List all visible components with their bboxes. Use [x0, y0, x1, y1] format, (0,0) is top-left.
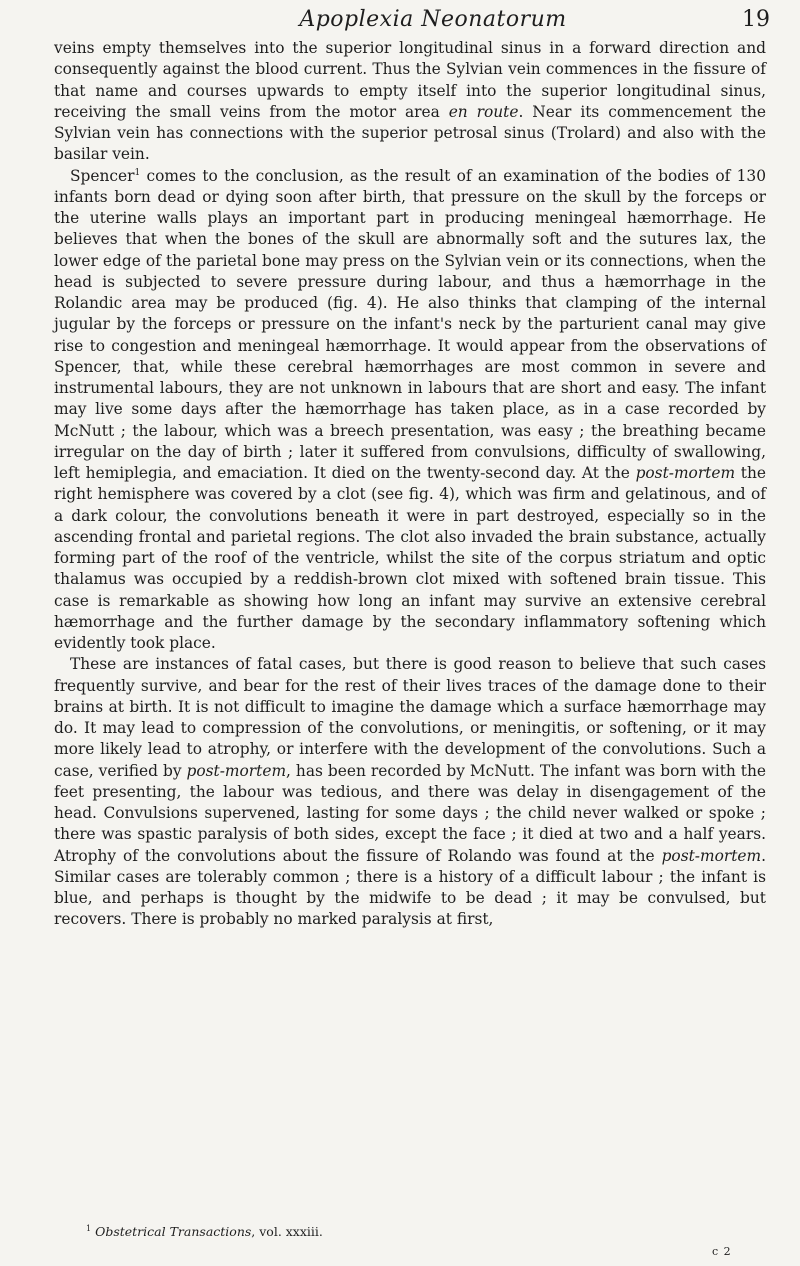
italic-term: en route — [448, 102, 519, 121]
italic-term: post-mortem — [661, 846, 762, 865]
footnote-reference: 1 — [134, 167, 141, 178]
footnote-journal: Obstetrical Transactions — [95, 1224, 252, 1239]
footnote-volume: , vol. xxxiii. — [251, 1224, 323, 1239]
text-run: the right hemisphere was covered by a clot (see fig. 4), which was firm and gelatinous, and of a dark colour, the convolutions beneath it were in part destroyed, especially so in the ascending frontal and parietal regions. The clot also invaded the brain substance, actually forming part of the roof of the ventricle, whilst the site of the corpus striatum and optic thalamus was occupied by a reddish-brown clot mixed with softened brain tissue. This case is remarkable as showing how long an infant may survive an extensive cerebral hæmorrhage and the further damage by the secondary inflammatory softening which evidently took place. — [54, 464, 766, 652]
footnote — [86, 1224, 323, 1240]
signature-mark: c 2 — [712, 1245, 732, 1258]
text-run: comes to the conclusion, as the result of an examination of the bodies of 130 infants born dead or dying soon after birth, that pressure on the skull by the forceps or the uterine walls plays an important part in producing meningeal hæmorrhage. He believes that when the bones of the skull are abnormally soft and the sutures lax, the lower edge of the parietal bone may press on the Sylvian vein or its connections, when the head is subjected to severe pressure during labour, and thus a hæmorrhage in the Rolandic area may be produced (fig. 4). He also thinks that clamping of the internal jugular by the forceps or pressure on the infant's neck by the parturient canal may give rise to congestion and meningeal hæmorrhage. It would appear from the observations of Spencer, that, while these cerebral hæmorrhages are most common in severe and instrumental labours, they are not unknown in labours that are short and easy. The infant may live some days after the hæmorrhage has taken place, as in a case recorded by McNutt ; the labour, which was a breech presentation, was easy ; the breathing became irregular on the day of birth ; later it suffered from convulsions, difficulty of swallowing, left hemiplegia, and emaciation. It died on the twenty-second day. At the — [54, 166, 766, 482]
paragraph — [54, 38, 766, 166]
italic-term: post-mortem — [186, 761, 287, 780]
page-number: 19 — [742, 7, 770, 32]
paragraph — [54, 654, 766, 930]
paragraph — [54, 166, 766, 655]
italic-term: post-mortem — [635, 464, 736, 482]
running-title: Apoplexia Neonatorum — [299, 7, 567, 32]
text-run: Spencer — [70, 166, 135, 185]
footnote-marker: 1 — [86, 1224, 92, 1233]
text-run: These are instances of fatal cases, but there is good reason to believe that such cases frequently survive, and bear for the rest of their lives traces of the damage done to their brains at birth. It is not difficult to imagine the damage which a surface hæmorrhage may do. It may lead to compression of the convolutions, or meningitis, or softening, or it may more likely lead to atrophy, or interfere with the development of the convolutions. Such a case, verified by — [54, 655, 766, 780]
text-run: veins empty themselves into the superior longitudinal sinus in a forward direction and consequently against the blood current. Thus the Sylvian vein commences in the fissure of that name and courses upwards to empty itself into the superior longitudinal sinus, receiving the small veins from the motor area — [54, 39, 766, 121]
text-run: , has been recorded by McNutt. The infant was born with the feet presenting, the labour was tedious, and there was delay in disengagement of the head. Convulsions supervened, lasting for some days ; the child never walked or spoke ; there was spastic paralysis of both sides, except the face ; it died at two and a half years. Atrophy of the convolutions about the fissure of Rolando was found at the — [54, 761, 766, 865]
body-text — [54, 38, 766, 931]
running-head — [54, 0, 770, 32]
text-run: . Near its commencement the Sylvian vein has connections with the superior petrosal sinus (Trolard) and also with the basilar vein. — [54, 102, 766, 164]
text-run: . Similar cases are tolerably common ; there is a history of a difficult labour ; the infant is blue, and perhaps is thought by the midwife to be dead ; it may be convulsed, but recovers. There is probably no marked paralysis at first, — [54, 846, 766, 929]
